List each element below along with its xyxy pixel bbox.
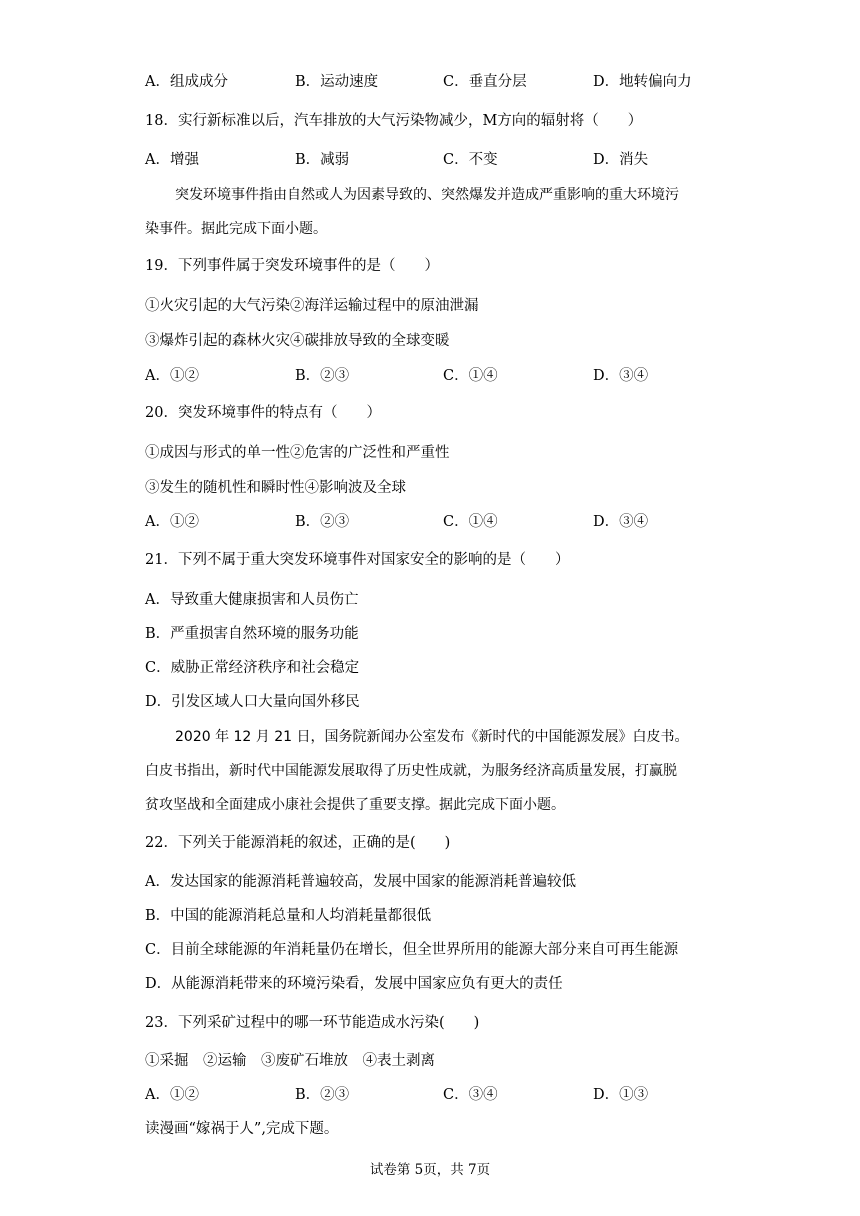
q22-stem: 22．下列关于能源消耗的叙述，正确的是( )	[145, 835, 451, 851]
q22-option-b: B．中国的能源消耗总量和人均消耗量都很低	[145, 908, 432, 924]
q18-option-b: B．减弱	[295, 152, 350, 168]
q23-item-1: ①采掘 ②运输 ③废矿石堆放 ④表土剥离	[145, 1053, 435, 1069]
q20-option-a: A．①②	[145, 514, 199, 530]
q18-stem: 18．实行新标准以后，汽车排放的大气污染物减少，M方向的辐射将（ ）	[145, 113, 643, 129]
q20-option-d: D．③④	[593, 514, 649, 530]
q21-stem: 21．下列不属于重大突发环境事件对国家安全的影响的是（ ）	[145, 552, 570, 568]
material-1-line-2: 染事件。据此完成下面小题。	[145, 221, 327, 237]
q18-option-d: D．消失	[593, 152, 649, 168]
q19-option-d: D．③④	[593, 368, 649, 384]
q20-stem: 20．突发环境事件的特点有（ ）	[145, 405, 381, 421]
q20-option-b: B．②③	[295, 514, 350, 530]
q21-option-c: C．威胁正常经济秩序和社会稳定	[145, 660, 360, 676]
q17-option-b: B．运动速度	[295, 74, 379, 90]
q18-option-a: A．增强	[145, 152, 199, 168]
q21-option-a: A．导致重大健康损害和人员伤亡	[145, 592, 359, 608]
q21-option-d: D．引发区域人口大量向国外移民	[145, 694, 360, 710]
q19-item-1: ①火灾引起的大气污染②海洋运输过程中的原油泄漏	[145, 298, 479, 314]
q23-option-c: C．③④	[443, 1087, 498, 1103]
q21-option-b: B．严重损害自然环境的服务功能	[145, 626, 359, 642]
q22-option-a: A．发达国家的能源消耗普遍较高，发展中国家的能源消耗普遍较低	[145, 874, 576, 890]
q22-option-c: C．目前全球能源的年消耗量仍在增长，但全世界所用的能源大部分来自可再生能源	[145, 942, 679, 958]
q23-stem: 23．下列采矿过程中的哪一环节能造成水污染( )	[145, 1015, 480, 1031]
q17-option-d: D．地转偏向力	[593, 74, 692, 90]
q18-option-c: C．不变	[443, 152, 498, 168]
q19-stem: 19．下列事件属于突发环境事件的是（ ）	[145, 258, 439, 274]
q20-option-c: C．①④	[443, 514, 498, 530]
material-1-line-1: 突发环境事件指由自然或人为因素导致的、突然爆发并造成严重影响的重大环境污	[175, 187, 679, 203]
material-2-line-3: 贫攻坚战和全面建成小康社会提供了重要支撑。据此完成下面小题。	[145, 797, 565, 813]
q19-option-b: B．②③	[295, 368, 350, 384]
q19-option-c: C．①④	[443, 368, 498, 384]
page-footer: 试卷第 5页，共 7页	[369, 1162, 491, 1178]
q23-option-d: D．①③	[593, 1087, 649, 1103]
q17-option-c: C．垂直分层	[443, 74, 527, 90]
q20-item-1: ①成因与形式的单一性②危害的广泛性和严重性	[145, 445, 450, 461]
material-2-line-2: 白皮书指出，新时代中国能源发展取得了历史性成就，为服务经济高质量发展，打赢脱	[145, 763, 677, 779]
q17-option-a: A．组成成分	[145, 74, 228, 90]
q22-option-d: D．从能源消耗带来的环境污染看，发展中国家应负有更大的责任	[145, 976, 563, 992]
q23-option-a: A．①②	[145, 1087, 199, 1103]
material-3: 读漫画“嫁祸于人”,完成下题。	[145, 1121, 339, 1137]
q20-item-2: ③发生的随机性和瞬时性④影响波及全球	[145, 480, 406, 496]
q23-option-b: B．②③	[295, 1087, 350, 1103]
material-2-line-1: 2020 年 12 月 21 日，国务院新闻办公室发布《新时代的中国能源发展》白皮书。	[175, 729, 689, 745]
q19-option-a: A．①②	[145, 368, 199, 384]
q19-item-2: ③爆炸引起的森林火灾④碳排放导致的全球变暖	[145, 333, 450, 349]
